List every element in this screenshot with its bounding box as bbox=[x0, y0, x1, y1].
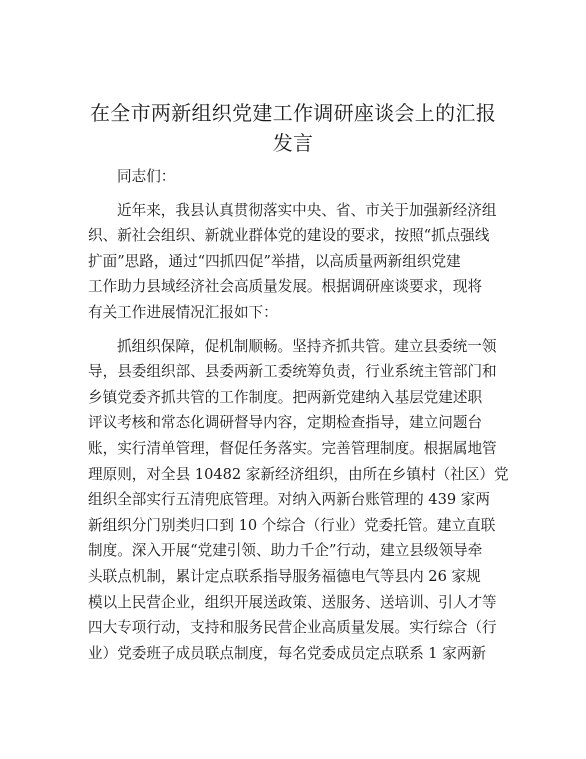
paragraph-line: 头联点机制，累计定点联系指导服务福德电气等县内 26 家规 bbox=[88, 567, 481, 585]
document-title bbox=[80, 98, 506, 158]
paragraph-line: 工作助力县域经济社会高质量发展。根据调研座谈要求，现将 bbox=[88, 278, 483, 296]
paragraph-line: 理原则，对全县 10482 家新经济组织，由所在乡镇村（社区）党 bbox=[88, 465, 509, 483]
salutation: 同志们： bbox=[117, 168, 176, 185]
paragraph-line: 组织全部实行五清兜底管理。对纳入两新台账管理的 439 家两 bbox=[88, 491, 490, 509]
paragraph-line: 织、新社会组织、新就业群体党的建设的要求，按照“抓点强线 bbox=[88, 227, 490, 245]
paragraph-line: 扩面”思路，通过“四抓四促”举措，以高质量两新组织党建 bbox=[88, 252, 461, 270]
paragraph-line: 导，县委组织部、县委两新工委统筹负责，行业系统主管部门和 bbox=[88, 363, 497, 381]
paragraph-spacer bbox=[88, 326, 498, 334]
paragraph-line: 评议考核和常态化调研督导内容，定期检查指导，建立问题台 bbox=[88, 414, 483, 432]
paragraph-line: 近年来，我县认真贯彻落实中央、省、市关于加强新经济组 bbox=[117, 201, 497, 219]
paragraph-line: 抓组织保障，促机制顺畅。坚持齐抓共管。建立县委统一领 bbox=[117, 337, 497, 355]
paragraph-spacer bbox=[88, 190, 498, 198]
paragraph-intro bbox=[88, 198, 498, 326]
document-body bbox=[88, 164, 509, 666]
paragraph-line: 新组织分门别类归口到 10 个综合（行业）党委托管。建立直联 bbox=[88, 516, 496, 534]
title-line: 在全市两新组织党建工作调研座谈会上的汇报 bbox=[90, 101, 496, 125]
paragraph-line: 模以上民营企业，组织开展送政策、送服务、送培训、引人才等 bbox=[88, 593, 497, 611]
paragraph-line: 制度。深入开展“党建引领、助力千企”行动，建立县级领导牵 bbox=[88, 542, 483, 560]
title-line: 发言 bbox=[272, 131, 314, 155]
paragraph-line: 有关工作进展情况汇报如下： bbox=[88, 303, 278, 321]
paragraph-organization bbox=[88, 334, 509, 667]
paragraph-line: 业）党委班子成员联点制度，每名党委成员定点联系 1 家两新 bbox=[88, 644, 487, 662]
paragraph-line: 乡镇党委齐抓共管的工作制度。把两新党建纳入基层党建述职 bbox=[88, 388, 483, 406]
paragraph-line: 四大专项行动，支持和服务民营企业高质量发展。实行综合（行 bbox=[88, 619, 497, 637]
paragraph-line: 账，实行清单管理，督促任务落实。完善管理制度。根据属地管 bbox=[88, 439, 497, 457]
